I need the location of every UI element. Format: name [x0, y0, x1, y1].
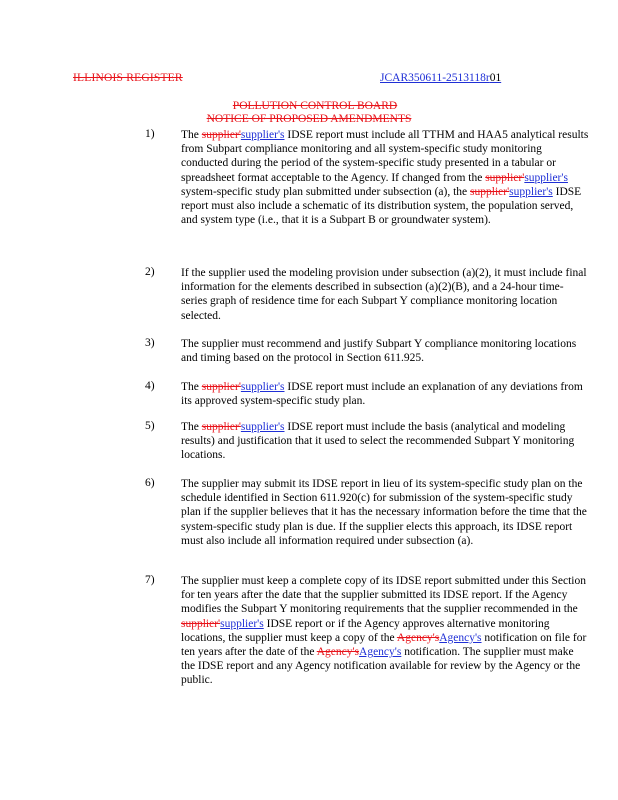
header-left: ILLINOIS REGISTER — [73, 72, 183, 84]
body-text: The supplier must recommend and justify Subpart Y compliance monitoring locations and timing based on the protocol in Section 611.925. — [181, 338, 577, 365]
item-text — [181, 266, 589, 323]
item-number: 2) — [145, 266, 155, 278]
body-text: notification. The supplier must make the IDSE report and any Agency notification available for review by the Agency or the public. — [181, 646, 581, 687]
body-text: If the supplier used the modeling provision under subsection (a)(2), it must include final information for the elements described in subsection (a)(2)(B), and a 24-hour time-series graph of residence time for each Subpart Y compliance monitoring location selected. — [181, 267, 587, 322]
body-text: The supplier must keep a complete copy of its IDSE report submitted under this Section for ten years after the date that the supplier submitted its IDSE report. If the Agency modifies the Subpart Y monitoring requirements that the supplier recommended in the — [181, 575, 586, 616]
body-text: notification on file for ten years after the date of the — [181, 631, 587, 659]
inserted-text: Agency's — [359, 646, 402, 659]
item-text — [181, 337, 589, 365]
body-text: IDSE report must include all TTHM and HAA5 analytical results from Subpart compliance monitoring and all system-specific study monitoring conducted during the period of the system-specific study presented in a tabular or spreadsheet format acceptable to the Agency. If changed from the — [181, 129, 589, 184]
jcar-suffix: 01 — [489, 72, 502, 84]
item-text — [181, 380, 589, 408]
item-number: 1) — [145, 128, 155, 140]
body-text: The — [181, 381, 202, 393]
body-text: The — [181, 421, 202, 433]
item-number: 7) — [145, 574, 155, 586]
item-number: 3) — [145, 337, 155, 349]
deleted-text: Agency's — [316, 646, 360, 659]
body-text: IDSE report must include the basis (analytical and modeling results) and justification that it used to select the recommended Subpart Y monitoring locations. — [181, 421, 575, 462]
body-text: IDSE report or if the Agency approves alternative monitoring locations, the supplier must keep a copy of the — [181, 617, 550, 644]
item-text — [181, 574, 589, 688]
inserted-text: supplier's — [220, 617, 264, 630]
inserted-text: supplier's — [240, 421, 285, 433]
title-notice: NOTICE OF PROPOSED AMENDMENTS — [206, 113, 412, 125]
deleted-text: supplier' — [485, 171, 525, 184]
item-text — [181, 420, 589, 463]
item-number: 4) — [145, 380, 155, 392]
deleted-text: supplier' — [201, 381, 241, 393]
deleted-text: supplier' — [181, 617, 221, 630]
body-text: The supplier may submit its IDSE report in lieu of its system-specific study plan on the schedule identified in Section 611.920(c) for submission of the system-specific study plan if the supplier believes that it has the necessary information before the time that the system-specific study plan is due. If the supplier elects this approach, its IDSE report must also include all information required under subsection (a). — [181, 478, 587, 547]
deleted-text: supplier' — [201, 421, 241, 433]
item-number: 6) — [145, 477, 155, 489]
deleted-text: Agency's — [396, 631, 440, 644]
body-text: system-specific study plan submitted under subsection (a), the — [181, 185, 471, 198]
item-text — [181, 477, 589, 548]
inserted-text: supplier's — [524, 171, 568, 184]
inserted-text: supplier's — [240, 381, 285, 393]
inserted-text: supplier's — [509, 185, 553, 198]
jcar-number: JCAR350611-2513118r — [380, 72, 490, 84]
body-text: IDSE report must also include a schematic of its distribution system, the population served, and system type (i.e., that it is a Subpart B or groundwater system). — [181, 185, 582, 227]
deleted-text: supplier' — [201, 129, 241, 141]
title-agency: POLLUTION CONTROL BOARD — [232, 100, 398, 112]
body-text: IDSE report must include an explanation of any deviations from its approved system-specific study plan. — [181, 381, 583, 408]
header-right — [380, 72, 501, 84]
item-text — [181, 128, 589, 227]
item-number: 5) — [145, 420, 155, 432]
inserted-text: supplier's — [240, 129, 285, 141]
deleted-text: supplier' — [470, 185, 510, 198]
body-text: The — [181, 129, 202, 141]
inserted-text: Agency's — [439, 631, 482, 644]
